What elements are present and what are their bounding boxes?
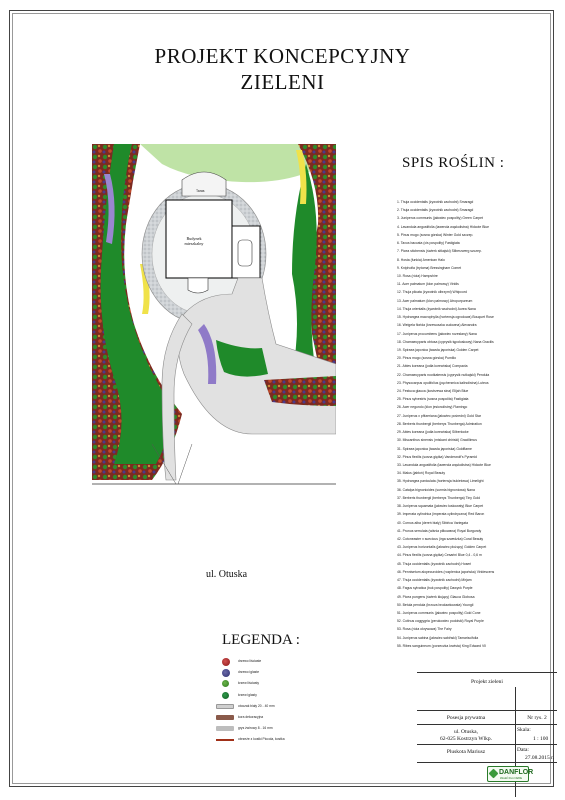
project-name: Projekt zieleni (471, 679, 503, 685)
car (238, 240, 252, 266)
house-label-2: mieszkalny (184, 241, 204, 246)
plant-list-item: 35. Hydrangea paniculata (hortensja bukietowa) Limelight (397, 479, 484, 484)
lower-right-bed (264, 376, 336, 406)
title-block-row (417, 724, 557, 745)
plant-list-item: 47. Thuja occidentalis (żywotnik zachodni) Mirjam (397, 578, 472, 583)
plant-list-item: 6. Taxus baccata (cis pospolity) Fastigiata (397, 241, 460, 246)
plant-list-item: 4. Lavandula angustifolia (lawenda wąskolistna) Hidcote Blue (397, 224, 489, 229)
plant-list-item: 37. Berberis thunbergii (berberys Thunberga) Tiny Gold (397, 495, 481, 500)
legend-item (214, 734, 334, 745)
plant-list-item: 48. Fagus sylvatica (buk pospolity) Dawyck Purple (397, 586, 473, 591)
plant-list-item: 10. Rosa (róża) Hampshire (397, 273, 438, 278)
plant-list-item: 14. Thuja orientalis (żywotnik wschodni) Aurea Nana (397, 306, 476, 311)
property-type: Posesja prywatna (446, 715, 486, 721)
plant-list-item: 5. Pinus mugo (sosna górska) Winter Gold szczep. (397, 232, 474, 237)
scale-value: 1 : 100 (533, 736, 549, 742)
entrance (188, 278, 208, 293)
plant-list-item: 43. Juniperus horizontalis (jałowiec płożący) Golden Carpet (397, 545, 487, 550)
plant-list-item: 54. Juniperus sabina (jałowiec sabiński) Tamariscifolia (397, 635, 479, 640)
plant-list-item: 8. Hosta (funkia) American Halo (397, 257, 445, 262)
plant-list-item: 19. Spiraea japonica (tawuła japońska) Golden Carpet (397, 347, 479, 352)
legend-item (214, 690, 334, 701)
legend-item-label: drzewo liściaste (238, 659, 262, 663)
plant-list-item: 9. Kniphofia (trytoma) Bressingham Comet (397, 265, 462, 270)
legend-item (214, 678, 334, 689)
plant-list-item: 30. Miscanthus sinensis (miskant chiński) Gracillimus (397, 438, 477, 443)
legend-item (214, 667, 334, 678)
plant-list-item: 51. Juniperus communis (jałowiec pospolity) Gold Cone (397, 610, 481, 615)
legend (214, 656, 334, 746)
plant-list-item: 26. Acer negundo (klon jesionolistny) Flamingo (397, 405, 468, 410)
plant-list-item: 21. Abies koreana (jodła koreańska) Compacta (397, 364, 468, 369)
plant-list-item: 31. Spiraea japonica (tawuła japońska) Goldflame (397, 446, 472, 451)
plant-list-item: 24. Festuca glauca (kostrzewa sina) Elijah Blue (397, 389, 469, 394)
conifer-tree-symbol (222, 669, 230, 677)
legend-item (214, 723, 334, 734)
garden-plan (92, 144, 336, 496)
legend-title: LEGENDA : (222, 632, 300, 648)
plant-list-item: 7. Picea sitchensis (świerk sitkajski) Silberzwerg szczep. (397, 249, 482, 254)
plant-list-item: 11. Acer palmatum (klon palmowy) Viridis (397, 282, 459, 287)
plant-list-item: 40. Cornus alba (dereń biały) Sibirica Variegata (397, 520, 468, 525)
plant-list-item: 46. Pennisetum alopecuroides (rozplenica japońska) Viridescens (397, 569, 495, 574)
project-title-line-1: PROJEKT KONCEPCYJNY (154, 44, 411, 68)
legend-item-label: grys żwirowy 8 - 16 mm (238, 726, 273, 731)
danflor-logo (487, 766, 534, 782)
project-title-line-2: ZIELENI (240, 70, 325, 94)
title-block-row (417, 762, 557, 763)
conifer-shrub-symbol (222, 692, 229, 699)
plant-list-item: 44. Pinus flexilis (sosna giętka) Cesarini Blue 0,4 - 0,6 m (397, 553, 482, 558)
street-label: ul. Otuska (206, 569, 248, 580)
plant-list (397, 198, 557, 650)
plant-list-item: 49. Picea pungens (świerk kłujący) Glauca Globosa (397, 594, 475, 599)
legend-item-label: krzew iglasty (238, 692, 257, 697)
plant-list-item: 16. Weigela florida (krzewuszka cudowna) Alexandra (397, 323, 477, 328)
title-block-row (417, 672, 557, 691)
date-label: Data: (517, 747, 529, 753)
plant-list-item: 23. Physocarpus opulifolius (pęcherznica kalinolistna) Luteus (397, 380, 489, 385)
plant-list-item: 53. Rosa (róża okrywowa) The Fairy (397, 627, 452, 632)
deciduous-shrub-symbol (222, 680, 229, 687)
legend-item (214, 656, 334, 667)
plant-list-item: 25. Pinus sylvestris (sosna pospolita) Fastigiata (397, 397, 469, 402)
plant-list-item: 39. Imperata cylindrica (imperata cylindryczna) Red Baron (397, 512, 485, 517)
plant-list-heading: SPIS ROŚLIN : (402, 155, 505, 171)
plant-list-item: 34. Malus (jabłoń) Royal Beauty (397, 471, 446, 476)
plant-list-item: 41. Prunus serrulata (wiśnia piłkowana) Royal Burgundy (397, 528, 482, 533)
drawing-number: Nr rys. 2 (515, 715, 558, 725)
plant-list-item: 52. Cotinus coggygria (perukowiec podolski) Royal Purple (397, 619, 484, 624)
bark-swatch (216, 715, 234, 720)
plant-list-item: 15. Hydrangea macrophylla (hortensja ogrodowa) Bouquet Rose (397, 315, 494, 320)
plant-list-item: 13. Acer palmatum (klon palmowy) Atropurpureum (397, 298, 473, 303)
plant-list-item: 17. Juniperus procumbens (jałowiec rozesłany) Nana (397, 331, 477, 336)
title-block-row (417, 710, 557, 725)
plant-list-item: 29. Abies koreana (jodła koreańska) Silberlocke (397, 430, 469, 435)
legend-item (214, 712, 334, 723)
plant-list-item: 36. Catalpa bignonioides (surmia bignoniowa) Nana (397, 487, 475, 492)
address-line-2: 62-025 Kostrzyn Wlkp. (440, 736, 492, 742)
legend-item-label: kora dekoracyjna (238, 714, 264, 719)
plant-list-item: 1. Thuja occidentalis (żywotnik zachodni) Smaragd (397, 200, 474, 204)
legend-item (214, 701, 334, 712)
plant-list-item: 33. Lavandula angustifolia (lawenda wąskolistna) Hidcote Blue (397, 463, 491, 467)
plant-list-item: 38. Juniperus squamata (jałowiec łuskowaty) Blue Carpet (397, 504, 484, 509)
plant-list-item: 42. Cotoneaster x suecicus (irga szwedzka) Coral Beauty (397, 536, 484, 541)
plant-list-item: 18. Chamaecyparis obtusa (cyprysik tępołuskowy) Nana Gracilis (397, 339, 494, 344)
plant-list-item: 55. Ribes sanguineum (porzeczka krwista) King Edward VII (397, 643, 487, 648)
leaf-icon (489, 769, 499, 779)
legend-item-label: krzew liściasty (238, 681, 260, 686)
title-block-row (417, 744, 557, 763)
gravel-swatch (216, 726, 234, 731)
plant-list-item: 20. Pinus mugo (sosna górska) Pumilio (397, 356, 456, 361)
plant-list-item: 45. Thuja occidentalis (żywotnik zachodni) Hoseri (397, 561, 472, 566)
plant-list-item: 28. Berberis thunbergii (berberys Thunberga) Admiration (397, 421, 482, 426)
plant-list-item: 27. Juniperus x pfitzeriana (jałowiec pośredni) Gold Star (397, 413, 482, 418)
plant-list-item: 2. Thuja occidentalis (żywotnik zachodni) Smaragd (397, 208, 474, 213)
scale-label: Skala: (517, 727, 531, 733)
deciduous-tree-symbol (222, 658, 230, 666)
date-value: 27.08.2015 r. (525, 755, 555, 761)
white-pebble-swatch (216, 704, 234, 709)
terrace-label: Taras (196, 189, 205, 193)
plant-list-item: 22. Chamaecyparis nootkatensis (cyprysik nutkajski) Pendula (397, 372, 490, 377)
legend-item-label: drzewo iglaste (238, 670, 260, 675)
plant-list-item: 50. Betula pendula (brzoza brodawkowata) Youngii (397, 602, 474, 607)
plant-list-item: 3. Juniperus communis (jałowiec pospolity) Green Carpet (397, 216, 483, 221)
legend-item-label: obrzeże z kostki Piccola, kostka (238, 737, 285, 742)
author-name: Pluskota Mariusz (446, 749, 486, 755)
plant-list-item: 32. Pinus flexilis (sosna giętka) Vanderwolf's Pyramid (397, 454, 477, 459)
plant-list-item: 12. Thuja plicata (żywotnik olbrzymi) Whipcord (397, 290, 467, 295)
legend-item-label: otoczak biały 20 - 40 mm (238, 703, 275, 708)
house-label-1: Budynek (186, 236, 202, 241)
logo-text: DANFLOR (499, 769, 534, 776)
address-line-1: ul. Otuska, (454, 729, 478, 735)
logo-subtitle: ZIELEŃ DLA CIEBIE (500, 777, 523, 780)
edging-line-swatch (216, 739, 234, 741)
